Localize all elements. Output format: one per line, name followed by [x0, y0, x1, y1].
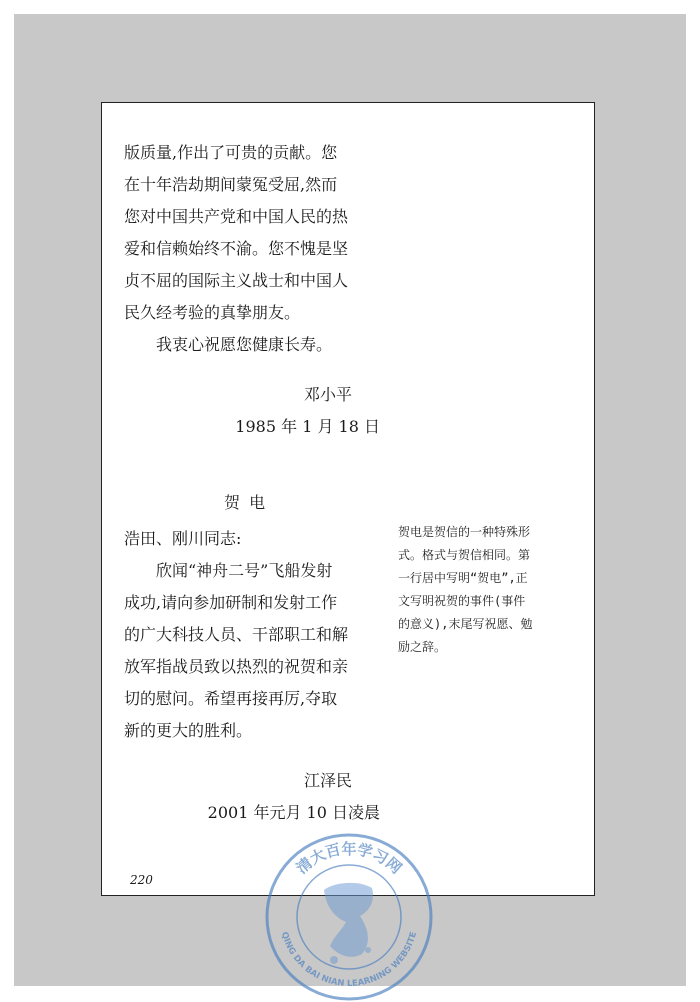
side-note-line: 一行居中写明“贺电”,正 [398, 571, 528, 585]
salutation: 浩田、刚川同志: [124, 529, 242, 548]
signature-jiang: 江泽民 [304, 771, 353, 790]
telegram-line: 新的更大的胜利。 [124, 721, 253, 740]
body-line: 您对中国共产党和中国人民的热 [124, 207, 349, 226]
page-number: 220 [130, 873, 153, 887]
telegram-line: 切的慰问。希望再接再厉,夺取 [124, 689, 338, 708]
side-note [398, 521, 584, 659]
body-line: 在十年浩劫期间蒙冤受屈,然而 [124, 175, 338, 194]
body-line: 民久经考验的真挚朋友。 [124, 303, 301, 322]
telegram-line: 的广大科技人员、干部职工和解 [124, 625, 349, 644]
watermark-brush-emblem [324, 883, 373, 964]
body-line: 贞不屈的国际主义战士和中国人 [124, 271, 349, 290]
body-line: 版质量,作出了可贵的贡献。您 [124, 143, 338, 162]
body-line: 爱和信赖始终不渝。您不愧是坚 [124, 239, 349, 258]
side-note-line: 励之辞。 [398, 640, 447, 654]
watermark-seal [264, 832, 434, 1002]
watermark-top-text: 清大百年学习网 [292, 840, 406, 878]
date-1985: 1985 年 1 月 18 日 [235, 417, 380, 436]
side-note-line: 贺电是贺信的一种特殊形 [398, 525, 531, 539]
date-2001: 2001 年元月 10 日凌晨 [207, 803, 380, 822]
telegram-title: 贺 电 [224, 493, 268, 512]
signature-deng: 邓小平 [304, 385, 353, 404]
telegram-line: 欣闻“神舟二号”飞船发射 [156, 561, 333, 580]
wish-line: 我衷心祝愿您健康长寿。 [156, 335, 333, 354]
side-note-line: 的意义),末尾写祝愿、勉 [398, 617, 533, 631]
watermark-bottom-text: QING DA BAI NIAN LEARNING WEBSITE [278, 930, 420, 990]
side-note-line: 文写明祝贺的事件(事件 [398, 594, 526, 608]
telegram-line: 放军指战员致以热烈的祝贺和亲 [124, 657, 349, 676]
side-note-line: 式。格式与贺信相同。第 [398, 548, 531, 562]
telegram-line: 成功,请向参加研制和发射工作 [124, 593, 338, 612]
book-page [101, 102, 595, 896]
